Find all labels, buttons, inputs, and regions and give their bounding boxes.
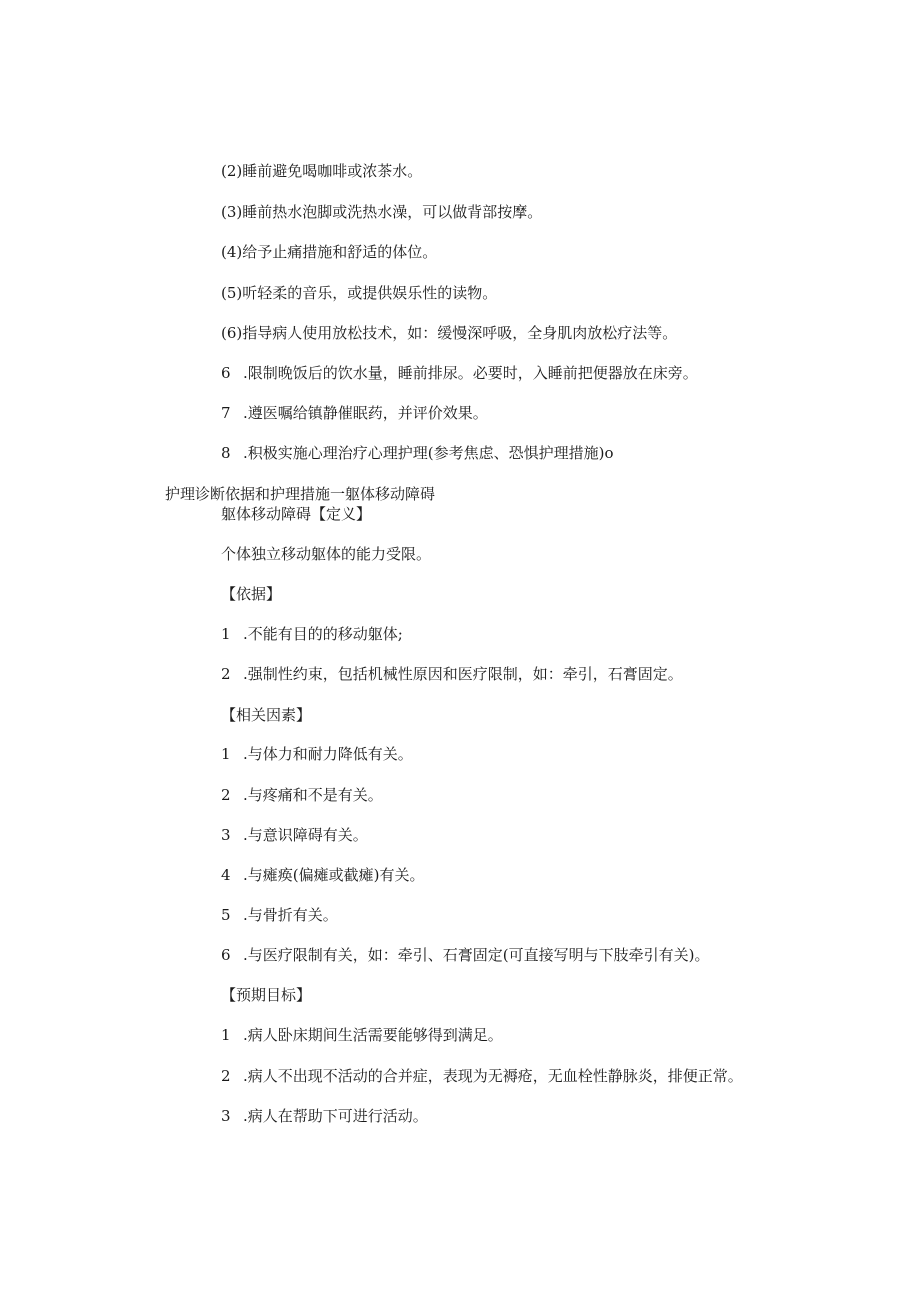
item-text: .与意识障碍有关。 [243, 826, 368, 844]
basis-heading: 【依据】 [221, 585, 282, 603]
item-text: .强制性约束，包括机械性原因和医疗限制，如：牵引，石膏固定。 [243, 665, 683, 683]
factors-item-3 [221, 826, 368, 844]
measure-item-4: (4)给予止痛措施和舒适的体位。 [221, 243, 438, 261]
measure-item-2: (2)睡前避免喝咖啡或浓茶水。 [221, 162, 423, 180]
basis-item-1 [221, 625, 403, 643]
item-number: 3 [221, 826, 231, 844]
numbered-measure-8 [221, 444, 614, 462]
factors-heading: 【相关因素】 [221, 706, 312, 724]
item-text: .与骨折有关。 [243, 906, 338, 924]
item-text: .遵医嘱给镇静催眠药，并评价效果。 [243, 404, 488, 422]
item-text: .不能有目的的移动躯体; [243, 625, 403, 643]
factors-item-1 [221, 745, 413, 763]
measure-item-3: (3)睡前热水泡脚或洗热水澡，可以做背部按摩。 [221, 203, 543, 221]
factors-item-4 [221, 866, 424, 884]
factors-item-2 [221, 786, 383, 804]
factors-item-6 [221, 946, 709, 964]
goals-item-2 [221, 1067, 743, 1085]
item-number: 7 [221, 404, 231, 422]
definition-text: 个体独立移动躯体的能力受限。 [221, 545, 432, 563]
item-number: 6 [221, 946, 231, 964]
item-number: 8 [221, 444, 231, 462]
item-number: 3 [221, 1107, 231, 1125]
item-text: .与疼痛和不是有关。 [243, 786, 383, 804]
goals-heading: 【预期目标】 [221, 986, 312, 1004]
item-number: 4 [221, 866, 231, 884]
item-number: 1 [221, 745, 231, 763]
item-number: 2 [221, 1067, 231, 1085]
factors-item-5 [221, 906, 338, 924]
measure-item-6: (6)指导病人使用放松技术，如：缓慢深呼吸，全身肌肉放松疗法等。 [221, 324, 678, 342]
item-text: .与瘫痪(偏瘫或截瘫)有关。 [243, 866, 425, 884]
item-text: .与医疗限制有关，如：牵引、石膏固定(可直接写明与下肢牵引有关)。 [243, 946, 710, 964]
numbered-measure-7 [221, 404, 488, 422]
measure-item-5: (5)听轻柔的音乐，或提供娱乐性的读物。 [221, 284, 498, 302]
item-number: 5 [221, 906, 231, 924]
item-text: .病人在帮助下可进行活动。 [243, 1107, 428, 1125]
item-text: .与体力和耐力降低有关。 [243, 745, 413, 763]
numbered-measure-6 [221, 364, 698, 382]
item-number: 6 [221, 364, 231, 382]
goals-item-3 [221, 1107, 428, 1125]
item-text: .限制晚饭后的饮水量，睡前排尿。必要时，入睡前把便器放在床旁。 [243, 364, 698, 382]
definition-heading: 躯体移动障碍【定义】 [221, 505, 372, 523]
section-title: 护理诊断依据和护理措施一躯体移动障碍 [165, 485, 436, 503]
item-text: .病人不出现不活动的合并症，表现为无褥疮，无血栓性静脉炎，排便正常。 [243, 1067, 743, 1085]
item-number: 2 [221, 786, 231, 804]
item-number: 1 [221, 1026, 231, 1044]
item-number: 1 [221, 625, 231, 643]
goals-item-1 [221, 1026, 503, 1044]
item-text: .积极实施心理治疗心理护理(参考焦虑、恐惧护理措施)o [243, 444, 614, 462]
item-text: .病人卧床期间生活需要能够得到满足。 [243, 1026, 503, 1044]
item-number: 2 [221, 665, 231, 683]
basis-item-2 [221, 665, 683, 683]
